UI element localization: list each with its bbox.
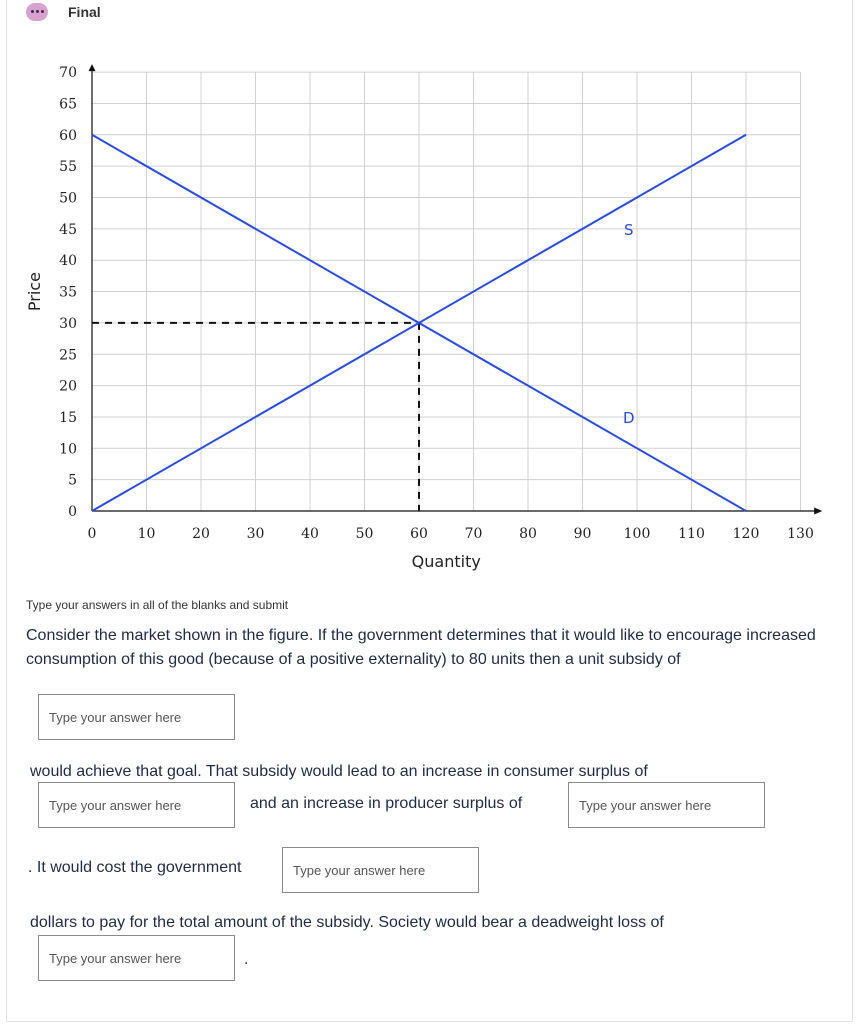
y-tick-label: 40: [59, 253, 77, 270]
y-tick-label: 35: [59, 284, 77, 301]
question-text-3: and an increase in producer surplus of: [250, 795, 523, 812]
y-tick-label: 70: [59, 65, 77, 82]
y-tick-label: 60: [59, 127, 77, 144]
x-tick-label: 90: [573, 526, 592, 542]
chart-svg: [20, 60, 840, 580]
y-tick-label: 10: [59, 441, 77, 458]
x-tick-label: 100: [623, 526, 651, 542]
instructions-text: Type your answers in all of the blanks and submit: [26, 598, 289, 612]
x-axis-arrow: [814, 508, 822, 515]
x-tick-label: 120: [732, 526, 760, 542]
y-tick-label: 50: [59, 190, 77, 207]
x-tick-label: 0: [87, 526, 97, 542]
x-tick-label: 10: [137, 526, 156, 542]
more-dots-icon[interactable]: [26, 3, 48, 21]
x-tick-label: 40: [301, 526, 319, 542]
x-tick-label: 20: [192, 526, 210, 542]
y-tick-label: 45: [59, 221, 77, 238]
deadweight-loss-input[interactable]: [38, 935, 235, 981]
x-tick-label: 30: [246, 526, 265, 542]
x-axis-title: Quantity: [411, 552, 481, 571]
page-title: Final: [68, 4, 101, 20]
y-tick-label: 0: [68, 504, 77, 520]
demand-label: D: [623, 408, 635, 427]
question-text-5: dollars to pay for the total amount of the subsidy. Society would bear a deadweight loss of: [30, 914, 664, 931]
question-text-4: . It would cost the government: [28, 859, 242, 876]
question-text-2: would achieve that goal. That subsidy would lead to an increase in consumer surplus of: [30, 763, 648, 780]
y-axis-arrow: [89, 64, 96, 71]
x-tick-label: 130: [787, 526, 814, 542]
y-axis-title: Price: [25, 272, 44, 312]
supply-label: S: [624, 220, 634, 239]
x-tick-label: 60: [410, 526, 428, 542]
x-tick-label: 110: [678, 526, 705, 542]
y-tick-label: 30: [59, 315, 77, 332]
x-tick-label: 50: [355, 526, 374, 542]
x-tick-label: 80: [519, 526, 537, 542]
y-tick-label: 5: [68, 472, 77, 489]
subsidy-answer-input[interactable]: [38, 694, 235, 740]
y-tick-label: 15: [59, 409, 77, 426]
question-text-6: .: [244, 951, 249, 968]
y-tick-label: 65: [59, 96, 77, 113]
government-cost-input[interactable]: [282, 847, 479, 893]
consumer-surplus-input[interactable]: [38, 782, 235, 828]
supply-demand-chart: [20, 60, 840, 580]
question-text-1: Consider the market shown in the figure. If the government determines that it would like to encourage increased consumption of this good (because of a positive externality) to 80 units then a unit subsidy of: [26, 627, 816, 668]
producer-surplus-input[interactable]: [568, 782, 765, 828]
y-tick-label: 20: [59, 378, 77, 395]
x-tick-label: 70: [464, 526, 483, 542]
y-tick-label: 25: [59, 347, 77, 364]
y-tick-label: 55: [59, 159, 77, 176]
